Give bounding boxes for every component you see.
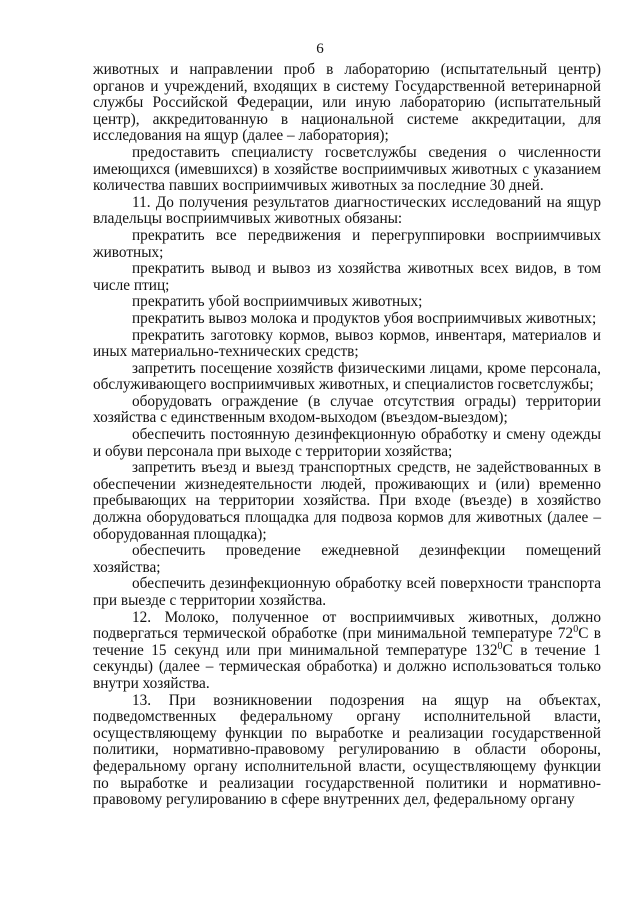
paragraph: прекратить все передвижения и перегруппировки восприимчивых животных; xyxy=(93,226,601,261)
paragraph: обеспечить дезинфекционную обработку всей поверхности транспорта при выезде с территории хозяйства. xyxy=(93,575,601,609)
paragraph: предоставить специалисту госветслужбы сведения о численности имеющихся (имевшихся) в хозяйстве восприимчивых животных с указанием количества павших восприимчивых животных за последние 30 дней. xyxy=(93,143,601,195)
paragraph: 11. До получения результатов диагностических исследований на ящур владельцы восприимчивых животных обязаны: xyxy=(93,193,601,228)
paragraph: запретить въезд и выезд транспортных средств, не задействованных в обеспечении жизнедеятельности людей, проживающих и (или) временно пребывающих на территории хозяйства. При входе (въезде) в хозяйство должна оборудоваться площадка для подвоза кормов для животных (далее – оборудованная площадка); xyxy=(93,459,601,543)
page-number: 6 xyxy=(316,41,324,57)
text-run: 12. Молоко, полученное от восприимчивых животных, должно подвергаться термической обработке (при минимальной температуре 72 xyxy=(93,608,601,643)
degree-superscript: 0 xyxy=(497,640,503,652)
text-run: С в течение 1 секунды) (далее – термическая обработка) и должно использоваться только внутри хозяйства. xyxy=(93,641,601,692)
paragraph: прекратить вывод и вывоз из хозяйства животных всех видов, в том числе птиц; xyxy=(93,260,601,294)
paragraph: запретить посещение хозяйств физическими лицами, кроме персонала, обслуживающего восприимчивых животных, и специалистов госветслужбы; xyxy=(93,359,601,394)
paragraph: оборудовать ограждение (в случае отсутствия ограды) территории хозяйства с единственным входом-выходом (въездом-выездом); xyxy=(93,392,601,427)
degree-superscript: 0 xyxy=(573,624,579,636)
paragraph: животных и направлении проб в лабораторию (испытательный центр) органов и учреждений, входящих в систему Государственной ветеринарной службы Российской Федерации, или иную лабораторию (испытательный центр), аккредитованную в национальной системе аккредитации, для исследования на ящур (далее – лаборатория); xyxy=(93,61,601,145)
paragraph: прекратить заготовку кормов, вывоз кормов, инвентаря, материалов и иных материально-технических средств; xyxy=(93,326,601,361)
paragraph-13: 13. При возникновении подозрения на ящур на объектах, подведомственных федеральному органу исполнительной власти, осуществляющему функции по выработке и реализации государственной политики, нормативно-правовому регулированию в области обороны, федеральному органу исполнительной власти, осуществляющему функции по выработке и реализации государственной политики и нормативно-правовому регулированию в сфере внутренних дел, федеральному органу xyxy=(93,691,601,809)
text-run: С в течение 15 секунд или при минимальной температуре 132 xyxy=(93,625,602,659)
paragraph: прекратить убой восприимчивых животных; xyxy=(132,293,423,311)
paragraph: обеспечить проведение ежедневной дезинфекции помещений хозяйства; xyxy=(93,542,601,576)
paragraph: прекратить вывоз молока и продуктов убоя восприимчивых животных; xyxy=(132,309,597,327)
document-body xyxy=(93,62,601,809)
paragraph-12 xyxy=(93,610,601,693)
paragraph: обеспечить постоянную дезинфекционную обработку и смену одежды и обуви персонала при выходе с территории хозяйства; xyxy=(93,426,601,460)
